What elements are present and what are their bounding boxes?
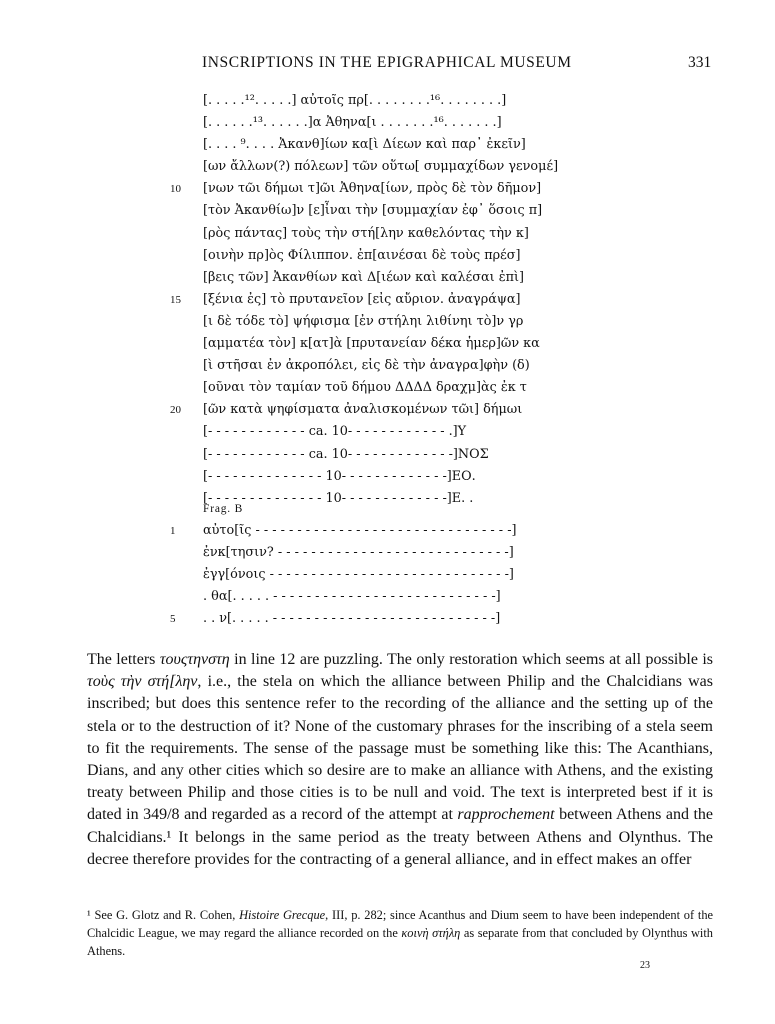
- inscription-line: [0, 421, 775, 443]
- line-text: [- - - - - - - - - - - - ca. 10- - - - - - - - - - - - -]ΝΟΣ: [203, 446, 489, 462]
- line-text: [οῦναι τὸν ταμίαν τοῦ δήμου ΔΔΔΔ δραχμ]ὰς ἐκ τ: [203, 380, 527, 396]
- inscription-line: [0, 586, 775, 608]
- inscription-line: [0, 90, 775, 112]
- para-text: in line 12 are puzzling. The only restoration which seems at all possible is: [229, 651, 714, 668]
- para-text: , i.e., the stela on which the alliance between Philip and the Chalcidians was inscribed; but does this sentence refer to the recording of the alliance and the setting up of the stela or to the destruction of it? None of the customary phrases for the inscribing of a stela seem to fit the requirements. The sense of the passage must be something like this: The Acanthians, Dians, and any other cities which so desire are to make an alliance with Athens, and the existing treaty between Philip and those cities is to be null and void. The text is interpreted best if it is dated in 349/8 and regarded as a record of the attempt at: [87, 673, 714, 824]
- line-text: [. . . . . .¹³. . . . . .]α Ἀθηνα[ι . . . . . . .¹⁶. . . . . . .]: [203, 115, 502, 131]
- line-text: [ρὸς πάντας] τοὺς τὴν στή[λην καθελόντας τὴν κ]: [203, 225, 529, 241]
- running-header: [0, 54, 775, 76]
- fragment-a-text: [0, 90, 775, 510]
- signature-mark: 23: [640, 960, 650, 971]
- line-text: [αμματέα τὸν] κ[ατ]ὰ [πρυτανείαν δέκα ἡμερ]ῶν κα: [203, 336, 540, 352]
- line-text: [- - - - - - - - - - - - - - 10- - - - - - - - - - - - -]ΕΟ.: [203, 468, 476, 484]
- line-text: [οινὴν πρ]ὸς Φίλιππον. ἐπ[αινέσαι δὲ τοὺς πρέσ]: [203, 247, 521, 263]
- line-text: [- - - - - - - - - - - - ca. 10- - - - - - - - - - - - .]Υ: [203, 424, 467, 440]
- inscription-line: [0, 200, 775, 222]
- inscription-line: [0, 156, 775, 178]
- para-italic: rapprochement: [457, 806, 555, 824]
- inscription-line: [0, 134, 775, 156]
- inscription-line: [0, 355, 775, 377]
- para-greek: τοὺς τὴν στή[λην: [87, 673, 198, 691]
- inscription-line: [0, 178, 775, 200]
- para-text: between Athens and the Chalcidians.¹ It belongs in the same period as the treaty between Athens and Olynthus. The decree therefore provides for the contracting of a general alliance, and in effect makes an offer: [87, 806, 713, 868]
- line-text: [ι δὲ τόδε τὸ] ψήφισμα [ἐν στήληι λιθίνηι τὸ]ν γρ: [203, 313, 524, 329]
- inscription-line: [0, 245, 775, 267]
- line-number: 15: [170, 293, 181, 306]
- inscription-line: [0, 520, 775, 542]
- page-number: 331: [688, 54, 712, 71]
- footnote-greek: κοινὴ στήλη: [401, 926, 461, 940]
- inscription-line: [0, 444, 775, 466]
- footnote: [87, 906, 713, 960]
- line-text: [βεις τῶν] Ἀκανθίων καὶ Δ[ιέων καὶ καλέσαι ἐπὶ]: [203, 269, 525, 285]
- inscription-line: [0, 466, 775, 488]
- footnote-italic: Histoire Grecque: [239, 908, 326, 922]
- footnote-text: , III, p. 282; since Acanthus and Dium seem to have been independent of the Chalcidic League, we may regard the alliance recorded on the: [87, 908, 714, 940]
- inscription-line: [0, 267, 775, 289]
- inscription-line: [0, 311, 775, 333]
- inscription-line: [0, 289, 775, 311]
- line-number: 20: [170, 404, 181, 417]
- inscription-line: [0, 223, 775, 245]
- footnote-text: ¹ See G. Glotz and R. Cohen,: [87, 908, 240, 922]
- line-text: [ων ἄλλων(?) πόλεων] τῶν οὕτω[ συμμαχίδων γενομέ]: [203, 159, 559, 175]
- line-text: . θα[. . . . . - - - - - - - - - - - - - - - - - - - - - - - - - - -]: [203, 589, 501, 605]
- para-greek: τουςτηνστη: [159, 651, 230, 668]
- line-text: [νων τῶι δήμωι τ]ῶι Ἀθηνα[ίων, πρὸς δὲ τὸν δῆμον]: [203, 181, 542, 197]
- inscription-line: [0, 377, 775, 399]
- line-text: [- - - - - - - - - - - - - - 10- - - - - - - - - - - - -]Ε. .: [203, 490, 474, 506]
- inscription-line: [0, 542, 775, 564]
- line-text: ἐνκ[τησιν? - - - - - - - - - - - - - - - - - - - - - - - - - - - -]: [203, 545, 514, 561]
- line-text: . . ν[. . . . . - - - - - - - - - - - - - - - - - - - - - - - - - - -]: [203, 611, 501, 627]
- line-text: [ξένια ἐς] τὸ πρυτανεῖον [εἰς αὔριον. ἀναγράψα]: [203, 291, 521, 307]
- line-text: αὐτο[ῖς - - - - - - - - - - - - - - - - - - - - - - - - - - - - - - -]: [203, 523, 517, 538]
- running-title: INSCRIPTIONS IN THE EPIGRAPHICAL MUSEUM: [202, 54, 572, 71]
- line-text: [. . . . .¹². . . . .] αὐτοῖς πρ[. . . . . . . .¹⁶. . . . . . . .]: [203, 93, 507, 108]
- line-number: 10: [170, 183, 181, 196]
- inscription-line: [0, 564, 775, 586]
- fragment-b-text: [0, 520, 775, 630]
- inscription-line: [0, 608, 775, 630]
- line-text: [ῶν κατὰ ψηφίσματα ἀναλισκομένων τῶι] δήμωι: [203, 402, 523, 418]
- inscription-line: [0, 488, 775, 510]
- inscription-line: [0, 399, 775, 421]
- inscription-line: [0, 112, 775, 134]
- line-text: [. . . . ⁹. . . . Ἀκανθ]ίων κα[ὶ Δίεων καὶ παρ᾽ ἐκεῖν]: [203, 137, 526, 153]
- line-number: 5: [170, 613, 176, 626]
- line-text: ἐγγ[όνοις - - - - - - - - - - - - - - - - - - - - - - - - - - - - -]: [203, 567, 514, 583]
- line-number: 1: [170, 525, 176, 537]
- para-text: The letters: [87, 651, 160, 668]
- fragment-b-label: Frag. B: [203, 503, 244, 515]
- line-text: [τὸν Ἀκανθίω]ν [ε]ἶναι τὴν [συμμαχίαν ἐφ᾽ ὅσοις π]: [203, 203, 543, 219]
- inscription-line: [0, 333, 775, 355]
- commentary-paragraph: [87, 649, 713, 871]
- footnote-text: as separate from that concluded by Olynthus with Athens.: [87, 926, 713, 958]
- line-text: [ὶ στῆσαι ἐν ἀκροπόλει, εἰς δὲ τὴν ἀναγρα]φὴν (δ): [203, 358, 530, 374]
